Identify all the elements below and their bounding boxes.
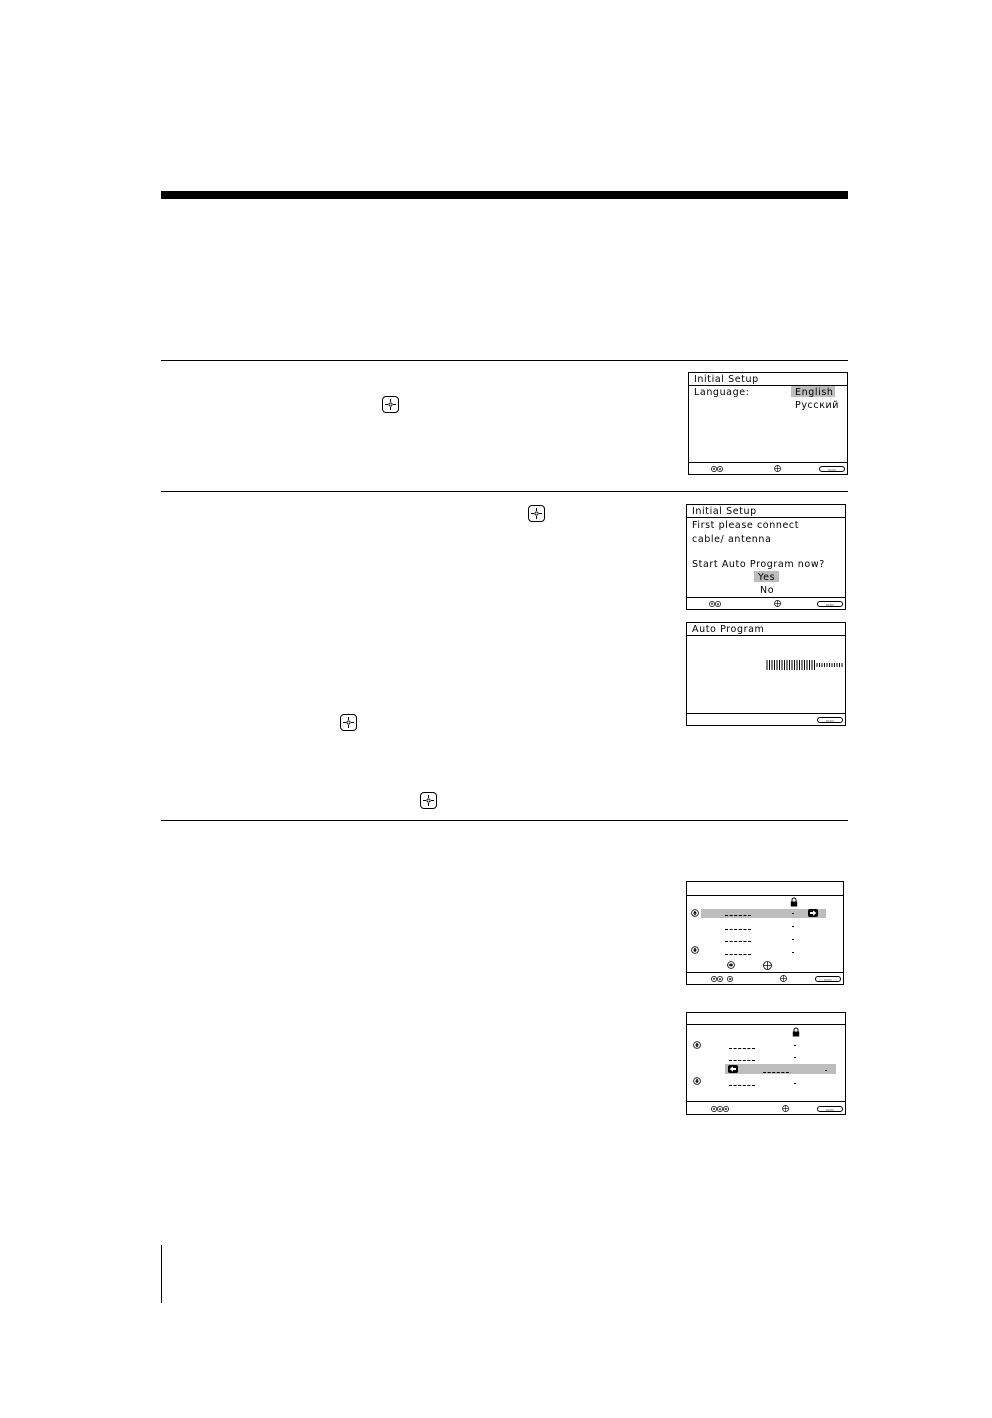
up-down-icon [709,601,721,607]
osd-footer [687,1101,845,1114]
ok-icon [763,961,772,970]
arrow-down-icon [693,1077,701,1085]
osd-language-screen [688,372,848,475]
connect-line-2: cable/ antenna [692,534,772,545]
ok-icon [780,975,787,982]
menu-button-icon: ▭▭ [815,976,841,982]
menu-button-icon: ▭▭ [819,466,845,472]
section-title-bar [161,191,848,199]
osd-title: Initial Setup [694,374,759,385]
osd-connect-screen [686,504,846,610]
osd-title: Auto Program [692,624,765,635]
language-option-english[interactable]: English [795,387,834,398]
language-label: Language: [694,387,750,398]
osd-footer [687,972,843,984]
step-divider-3 [161,820,848,821]
option-yes[interactable]: Yes [758,572,776,583]
joystick-ok-icon [528,505,545,522]
osd-program-list-screen [686,881,844,985]
ok-icon [774,600,781,607]
osd-footer [687,713,845,725]
arrow-right-icon [727,961,735,969]
osd-auto-program-screen [686,622,846,726]
language-option-russian[interactable]: Русский [795,400,840,411]
up-down-left-icon [711,1106,729,1112]
arrow-up-icon [691,909,699,917]
arrow-right-icon [727,976,733,982]
menu-button-icon: ▭▭ [817,717,843,723]
arrow-right-icon [808,909,818,917]
osd-program-edit-screen [686,1012,846,1115]
joystick-ok-icon [420,792,437,809]
ok-icon [774,465,781,472]
ok-icon [782,1105,789,1112]
osd-title: Initial Setup [692,506,757,517]
up-down-icon [711,976,723,982]
up-down-icon [711,466,723,472]
menu-button-icon: ▭▭ [817,1106,843,1112]
arrow-up-icon [693,1041,701,1049]
arrow-left-icon [728,1065,738,1073]
lock-icon [792,1027,800,1037]
page-margin-rule [161,1245,162,1303]
auto-program-question: Start Auto Program now? [692,559,825,570]
menu-button-icon: ▭▭ [817,601,843,607]
step-divider-1 [161,360,848,361]
lock-icon [790,897,798,907]
arrow-down-icon [691,946,699,954]
connect-line-1: First please connect [692,520,800,531]
osd-footer [689,462,847,474]
option-no[interactable]: No [760,585,775,596]
osd-footer [687,597,845,609]
joystick-ok-icon [382,396,399,413]
progress-bar [766,660,844,670]
step-divider-2 [161,491,848,492]
joystick-ok-icon [340,714,357,731]
